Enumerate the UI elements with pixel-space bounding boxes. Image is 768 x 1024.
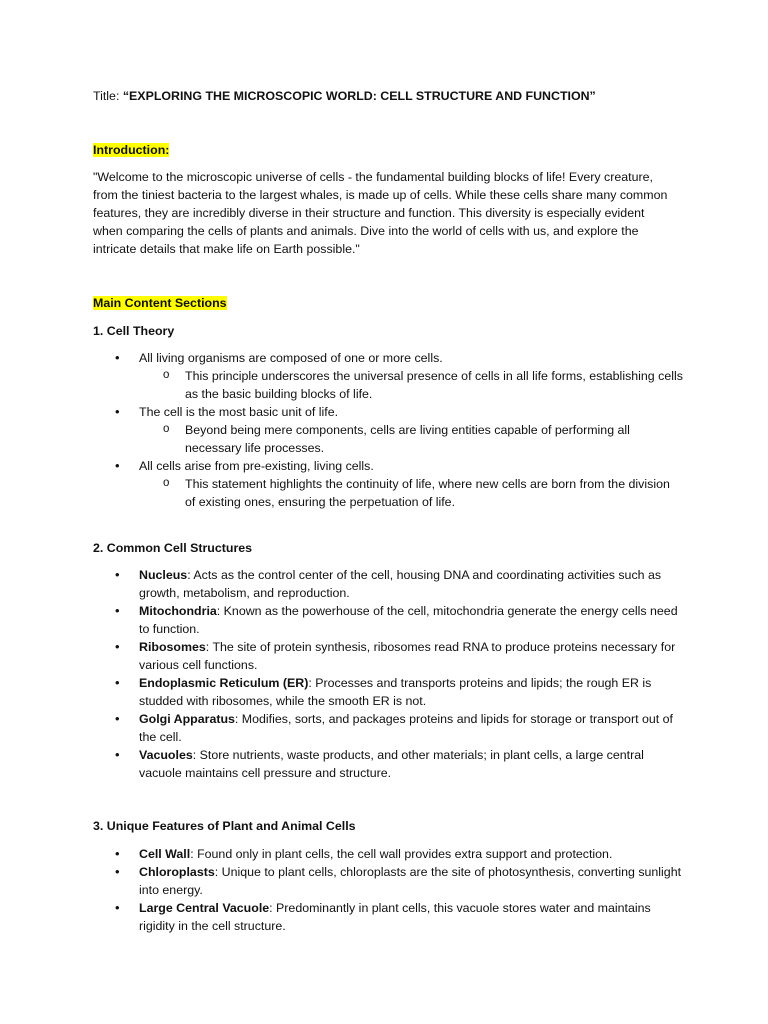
list-item [93, 899, 683, 935]
term: Nucleus [139, 568, 188, 582]
description: : Store nutrients, waste products, and other materials; in plant cells, a large central vacuole maintains cell pressure and structure. [139, 748, 644, 780]
description: : Found only in plant cells, the cell wall provides extra support and protection. [190, 847, 613, 861]
title-prefix: Title: [93, 89, 123, 103]
term: Large Central Vacuole [139, 901, 270, 915]
sub-list-item: o This statement highlights the continuity of life, where new cells are born from the division of existing ones, ensuring the perpetuation of life. [93, 475, 683, 511]
term: Mitochondria [139, 604, 217, 618]
term: Chloroplasts [139, 865, 215, 879]
term: Cell Wall [139, 847, 191, 861]
list-item [93, 674, 683, 710]
section-3-heading: 3. Unique Features of Plant and Animal Cells [93, 819, 356, 833]
description: : Acts as the control center of the cell, housing DNA and coordinating activities such as growth, metabolism, and reproduction. [139, 568, 662, 600]
sub-list-item: o This principle underscores the universal presence of cells in all life forms, establishing cells as the basic building blocks of life. [93, 367, 683, 403]
introduction-body: "Welcome to the microscopic universe of cells - the fundamental building blocks of life! Every creature, from the tiniest bacteria to the largest whales, is made up of cells. While these cells share many common features, they are incredibly diverse in their structure and function. This diversity is especially evident when comparing the cells of plants and animals. Dive into the world of cells with us, and explore the intricate details that make life on Earth possible." [93, 170, 668, 256]
plant-animal-features-list [93, 845, 683, 935]
title-text: “EXPLORING THE MICROSCOPIC WORLD: CELL STRUCTURE AND FUNCTION” [122, 89, 596, 103]
description: : Processes and transports proteins and lipids; the rough ER is studded with ribosomes, while the smooth ER is not. [139, 676, 652, 708]
list-item [93, 638, 683, 674]
list-item [93, 863, 683, 899]
document-title [93, 87, 683, 105]
list-item: • All living organisms are composed of one or more cells. [93, 349, 683, 367]
description: : Modifies, sorts, and packages proteins and lipids for storage or transport out of the cell. [139, 712, 673, 744]
sub-list-item: o Beyond being mere components, cells are living entities capable of performing all necessary life processes. [93, 421, 683, 457]
common-structures-list [93, 566, 683, 782]
term: Vacuoles [139, 748, 193, 762]
term: Ribosomes [139, 640, 206, 654]
description: : Unique to plant cells, chloroplasts are the site of photosynthesis, converting sunlight into energy. [139, 865, 682, 897]
description: : The site of protein synthesis, ribosomes read RNA to produce proteins necessary for various cell functions. [139, 640, 676, 672]
introduction-heading: Introduction: [93, 143, 170, 157]
section-2-heading: 2. Common Cell Structures [93, 541, 253, 555]
description: : Known as the powerhouse of the cell, mitochondria generate the energy cells need to function. [139, 604, 678, 636]
cell-theory-list [93, 349, 683, 511]
list-item [93, 746, 683, 782]
term: Endoplasmic Reticulum (ER) [139, 676, 309, 690]
list-item [93, 710, 683, 746]
list-item [93, 845, 683, 863]
list-item: • All cells arise from pre-existing, living cells. [93, 457, 683, 475]
list-item [93, 602, 683, 638]
main-sections-heading-row [93, 294, 683, 312]
description: : Predominantly in plant cells, this vacuole stores water and maintains rigidity in the cell structure. [139, 901, 651, 933]
term: Golgi Apparatus [139, 712, 235, 726]
main-sections-heading: Main Content Sections [93, 296, 227, 310]
list-item: • The cell is the most basic unit of life. [93, 403, 683, 421]
introduction-heading-row [93, 141, 683, 159]
list-item [93, 566, 683, 602]
section-1-heading: 1. Cell Theory [93, 324, 175, 338]
